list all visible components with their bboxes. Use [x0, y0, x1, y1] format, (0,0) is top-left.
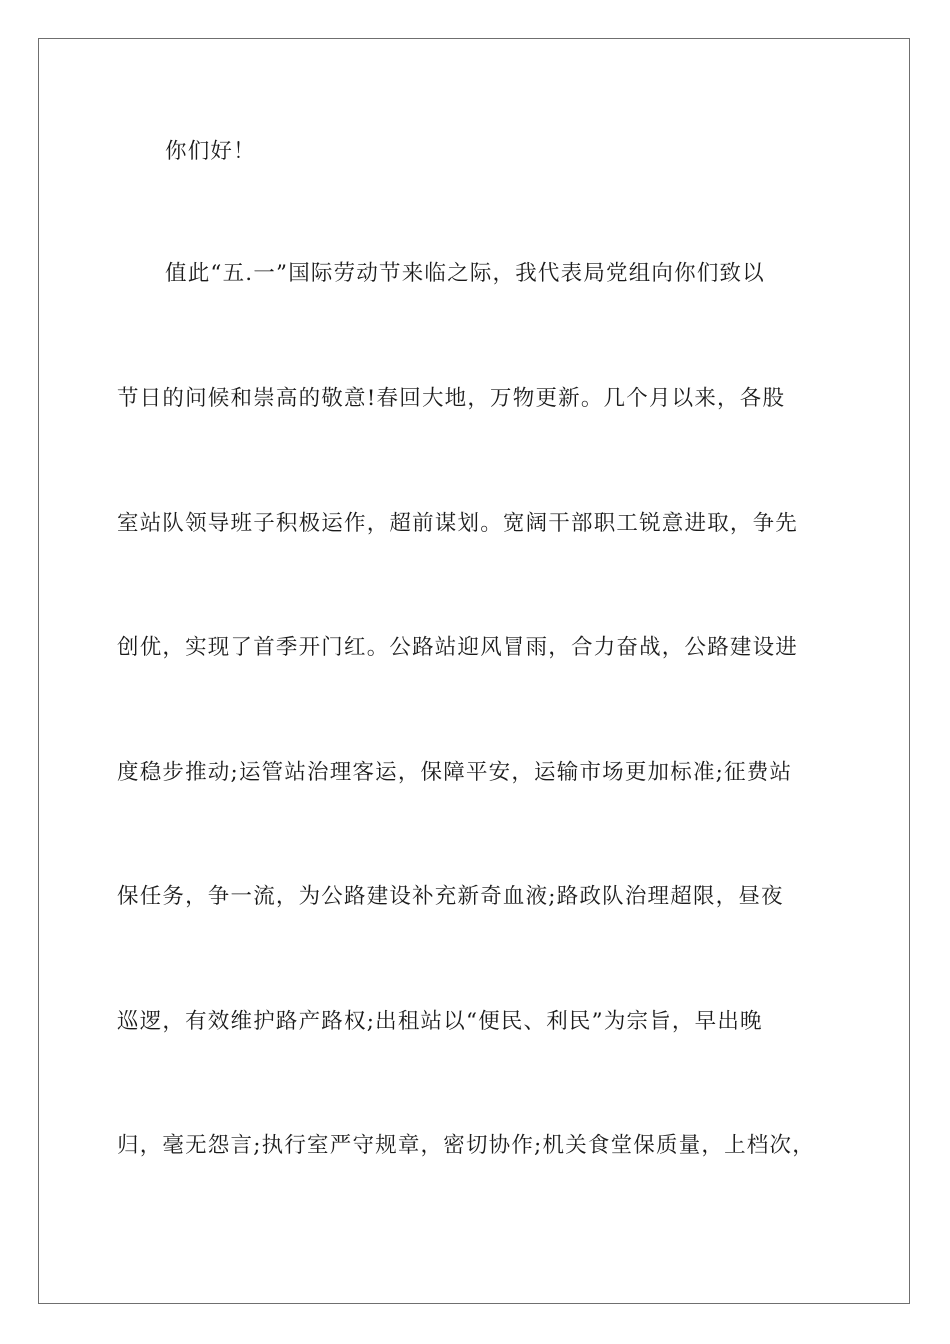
paragraph-line-3: 室站队领导班子积极运作，超前谋划。宽阔干部职工锐意进取，争先	[117, 511, 799, 536]
paragraph-line-6: 保任务，争一流，为公路建设补充新奇血液;路政队治理超限，昼夜	[117, 884, 784, 909]
paragraph-line-7: 巡逻，有效维护路产路权;出租站以“便民、利民”为宗旨，早出晚	[117, 1009, 763, 1034]
paragraph-line-1: 值此“五.一”国际劳动节来临之际，我代表局党组向你们致以	[165, 261, 765, 286]
paragraph-line-4: 创优，实现了首季开门红。公路站迎风冒雨，合力奋战，公路建设进	[117, 635, 799, 660]
greeting-line: 你们好！	[165, 139, 256, 164]
paragraph-line-2: 节日的问候和崇高的敬意!春回大地，万物更新。几个月以来，各股	[117, 386, 786, 411]
paragraph-line-8: 归，毫无怨言;执行室严守规章，密切协作;机关食堂保质量，上档次，	[117, 1133, 815, 1158]
page-frame	[38, 38, 910, 1304]
paragraph-line-5: 度稳步推动;运管站治理客运，保障平安，运输市场更加标准;征费站	[117, 760, 793, 785]
